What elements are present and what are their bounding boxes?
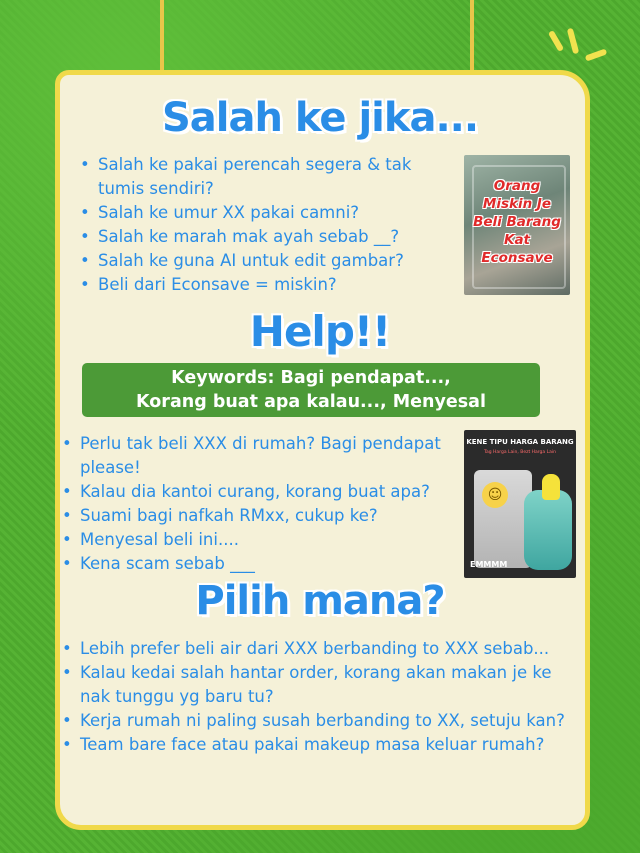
section2-title: Help!!: [249, 307, 391, 356]
decor-mark-2: [567, 28, 580, 55]
list-item: • Suami bagi nafkah RMxx, cukup ke?: [62, 504, 462, 528]
list-item: • Perlu tak beli XXX di rumah? Bagi pendapat please!: [62, 432, 462, 480]
section3-title: Pilih mana?: [195, 578, 445, 624]
keywords-banner: [82, 363, 540, 417]
list-item: • Salah ke marah mak ayah sebab __?: [80, 225, 460, 249]
keywords-line-1: Keywords: Bagi pendapat...,: [171, 368, 451, 388]
decor-mark-3: [585, 48, 608, 61]
list-item: • Kalau dia kantoi curang, korang buat apa?: [62, 480, 462, 504]
list-item: • Lebih prefer beli air dari XXX berbanding to XXX sebab...: [62, 637, 582, 661]
list-item: • Salah ke guna AI untuk edit gambar?: [80, 249, 460, 273]
thumbnail-caption: EMMMM: [470, 560, 508, 569]
list-item: • Team bare face atau pakai makeup masa keluar rumah?: [62, 733, 582, 757]
section2-list: [62, 432, 462, 576]
keywords-line-2: Korang buat apa kalau..., Menyesal: [136, 392, 486, 412]
section1-title: Salah ke jika...: [161, 95, 479, 141]
section1-list: [80, 153, 460, 297]
list-item: • Kerja rumah ni paling susah berbanding to XX, setuju kan?: [62, 709, 582, 733]
price-scam-thumbnail[interactable]: [464, 430, 576, 578]
laughing-emoji-icon: ☺: [482, 482, 508, 508]
list-item: • Beli dari Econsave = miskin?: [80, 273, 460, 297]
bottle-image: [524, 490, 572, 570]
thumbnail-title: KENE TIPU HARGA BARANG: [466, 438, 574, 446]
econsave-thumbnail[interactable]: [464, 155, 570, 295]
list-item: • Kalau kedai salah hantar order, korang akan makan je ke nak tunggu yg baru tu?: [62, 661, 582, 709]
list-item: • Kena scam sebab ___: [62, 552, 462, 576]
list-item: • Salah ke umur XX pakai camni?: [80, 201, 460, 225]
thumbnail-text: Orang Miskin Je Beli Barang Kat Econsave: [473, 178, 561, 266]
section3-list: [62, 637, 582, 757]
thumbnail-subtitle: Tag Harga Lain, Bezt Harga Lain: [484, 450, 556, 455]
decor-mark-1: [548, 30, 564, 52]
yellow-character-icon: [542, 474, 560, 500]
list-item: • Menyesal beli ini....: [62, 528, 462, 552]
list-item: • Salah ke pakai perencah segera & tak tumis sendiri?: [80, 153, 460, 201]
